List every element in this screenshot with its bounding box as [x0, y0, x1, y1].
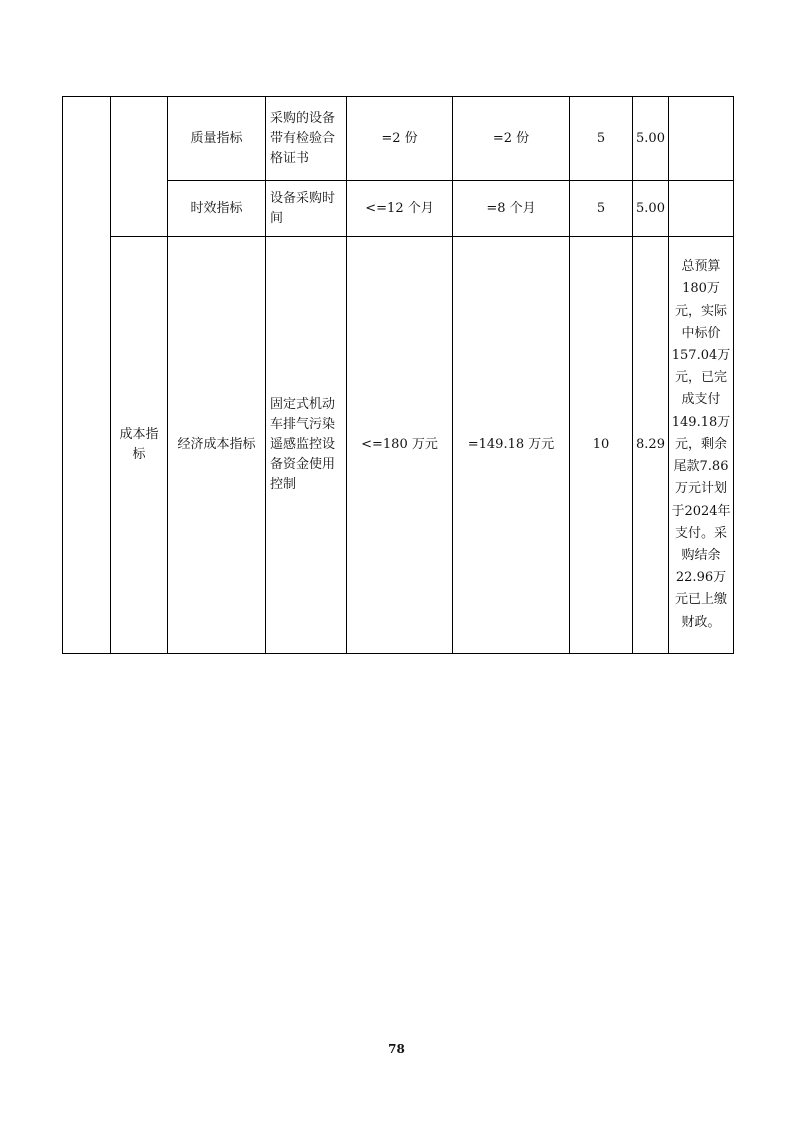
content-cell: 固定式机动车排气污染遥感监控设备资金使用控制 [266, 237, 347, 654]
content-cell: 设备采购时间 [266, 181, 347, 237]
weight-cell: 5 [570, 181, 633, 237]
note-cell [669, 97, 734, 181]
actual-cell: =8 个月 [453, 181, 570, 237]
target-cell: =2 份 [347, 97, 453, 181]
table-row [63, 237, 734, 654]
content-cell: 采购的设备带有检验合格证书 [266, 97, 347, 181]
target-cell: <=180 万元 [347, 237, 453, 654]
score-cell: 5.00 [633, 97, 669, 181]
actual-cell: =2 份 [453, 97, 570, 181]
level1-cell [63, 97, 111, 654]
score-cell: 8.29 [633, 237, 669, 654]
note-cell: 总预算180万元，实际中标价157.04万元，已完成支付149.18万元，剩余尾款7.86万元计划于2024年支付。采购结余22.96万元已上缴财政。 [669, 237, 734, 654]
performance-table [62, 96, 734, 654]
weight-cell: 5 [570, 97, 633, 181]
weight-cell: 10 [570, 237, 633, 654]
indicator-cell: 经济成本指标 [168, 237, 266, 654]
level2-cell [111, 97, 168, 237]
table-row [63, 97, 734, 181]
page-number: 78 [388, 1042, 405, 1056]
target-cell: <=12 个月 [347, 181, 453, 237]
indicator-cell: 时效指标 [168, 181, 266, 237]
score-cell: 5.00 [633, 181, 669, 237]
category-cell: 成本指标 [111, 237, 168, 654]
note-cell [669, 181, 734, 237]
actual-cell: =149.18 万元 [453, 237, 570, 654]
indicator-cell: 质量指标 [168, 97, 266, 181]
